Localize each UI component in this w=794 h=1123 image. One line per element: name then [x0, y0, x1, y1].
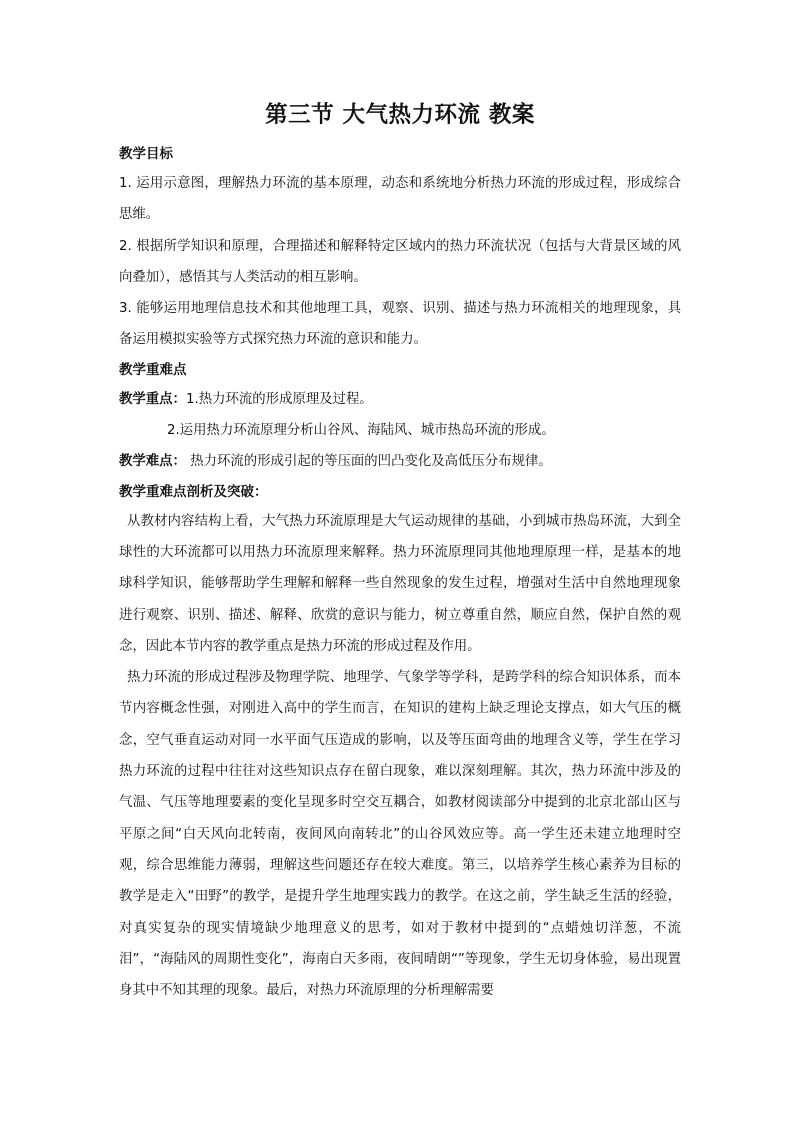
objective-item-3: 3. 能够运用地理信息技术和其他地理工具，观察、识别、描述与热力环流相关的地理现象，具备运用模拟实验等方式探究热力环流的意识和能力。: [119, 301, 681, 348]
document-title: 第三节 大气热力环流 教案: [265, 102, 535, 128]
objective-item-1: 1. 运用示意图，理解热力环流的基本原理，动态和系统地分析热力环流的形成过程，形成综合思维。: [119, 176, 681, 223]
difficulty-label: 教学难点：: [119, 454, 186, 470]
focus-line-2: 2.运用热力环流原理分析山谷风、海陆风、城市热岛环流的形成。: [167, 423, 555, 439]
focus-label: 教学重点：: [119, 391, 186, 407]
focus-line-1: [119, 384, 681, 415]
key-points-heading: 教学重难点: [119, 361, 187, 378]
analysis-paragraph-2: 热力环流的形成过程涉及物理学院、地理学、气象学等学科，是跨学科的综合知识体系，而本节内容概念性强，对刚进入高中的学生而言，在知识的建构上缺乏理论支撑点，如大气压的概念，空气垂直运动对同一水平面气压造成的影响，以及等压面弯曲的地理含义等，学生在学习热力环流的过程中往往对这些知识点存在留白现象，难以深刻理解。其次，热力环流中涉及的气温、气压等地理要素的变化呈现多时空交互耦合，如教材阅读部分中提到的北京北部山区与平原之间“白天风向北转南，夜间风向南转北”的山谷风效应等。高一学生还未建立地理时空观，综合思维能力薄弱，理解这些问题还存在较大难度。第三，以培养学生核心素养为目标的教学是走入“田野”的教学，是提升学生地理实践力的教学。在这之前，学生缺乏生活的经验，对真实复杂的现实情境缺少地理意义的思考，如对于教材中提到的“点蜡烛切洋葱，不流泪”，“海陆风的周期性变化”，海南白天多雨，夜间晴朗“”等现象，学生无切身体验，易出现置身其中不知其理的现象。最后，对热力环流原理的分析理解需要: [119, 670, 681, 999]
analysis-heading: 教学重难点剖析及突破：: [119, 483, 268, 500]
objective-item-2: 2. 根据所学知识和原理，合理描述和解释特定区域内的热力环流状况（包括与大背景区域的风向叠加），感悟其与人类活动的相互影响。: [119, 238, 681, 285]
difficulty-line: [119, 446, 681, 477]
objectives-heading: 教学目标: [119, 146, 173, 162]
difficulty-text: 热力环流的形成引起的等压面的凹凸变化及高低压分布规律。: [185, 454, 552, 470]
document-body: [119, 100, 681, 1006]
focus-item-1: 1.热力环流的形成原理及过程。: [185, 391, 373, 407]
analysis-paragraph-1: 从教材内容结构上看，大气热力环流原理是大气运动规律的基础，小到城市热岛环流，大到全球性的大环流都可以用热力环流原理来解释。热力环流原理同其他地理原理一样，是基本的地球科学知识，能够帮助学生理解和解释一些自然现象的发生过程，增强对生活中自然地理现象进行观察、识别、描述、解释、欣赏的意识与能力，树立尊重自然，顺应自然，保护自然的观念，因此本节内容的教学重点是热力环流的形成过程及作用。: [119, 513, 681, 654]
